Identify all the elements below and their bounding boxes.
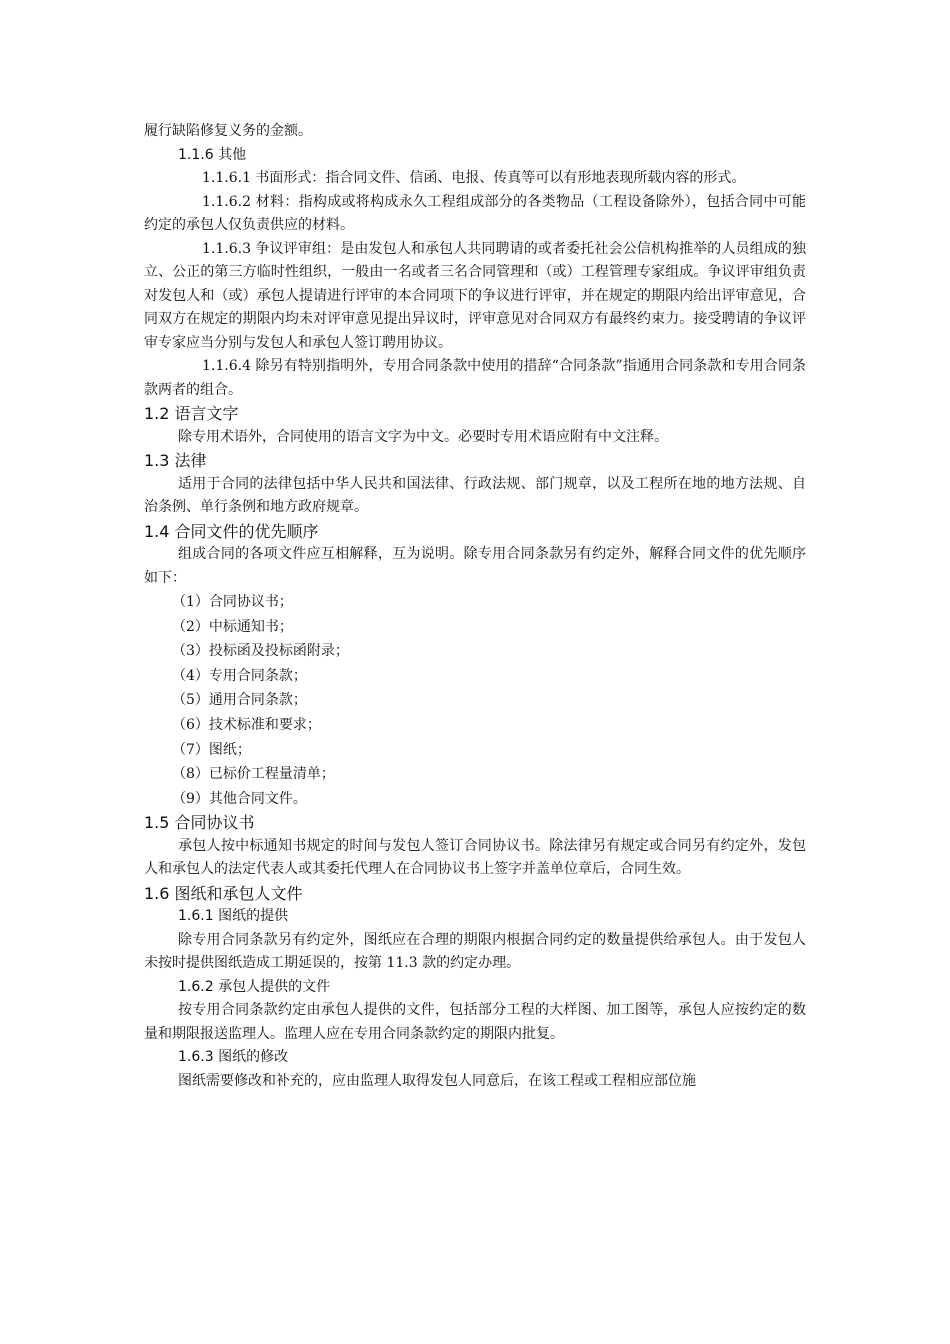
clause-1-1-6-1: 1.1.6.1 书面形式：指合同文件、信函、电报、传真等可以有形地表现所载内容的形式。 [202,170,746,186]
section-1-6-1-body: 除专用合同条款另有约定外，图纸应在合理的期限内根据合同约定的数量提供给承包人。由于发包人未按时提供图纸造成工期延误的，按第 11.3 款的约定办理。 [144,931,806,972]
heading-1-2: 1.2 语言文字 [144,404,239,423]
continued-paragraph: 履行缺陷修复义务的金额。 [144,123,312,139]
list-item: （7）图纸； [172,741,251,758]
section-1-3-body: 适用于合同的法律包括中华人民共和国法律、行政法规、部门规章，以及工程所在地的地方法规、自治条例、单行条例和地方政府规章。 [144,475,806,515]
list-item: （6）技术标准和要求； [172,716,321,733]
list-item: （1）合同协议书； [172,594,293,610]
clause-1-1-6-3: 1.1.6.3 争议评审组：是由发包人和承包人共同聘请的或者委托社会公信机构推举的人员组成的独立、公正的第三方临时性组织，一般由一名或者三名合同管理和（或）工程管理专家组成。争议评审组负责对发包人和（或）承包人提请进行评审的本合同项下的争议进行评审，并在规定的期限内给出评审意见，合同双方在规定的期限内均未对评审意见提出异议时，评审意见对合同双方有最终约束力。接受聘请的争议评审专家应当分别与发包人和承包人签订聘用协议。 [144,240,806,351]
list-item: （5）通用合同条款； [172,692,307,709]
heading-1-4: 1.4 合同文件的优先顺序 [144,521,319,541]
list-item: （9）其他合同文件。 [172,790,307,807]
list-item: （2）中标通知书； [172,618,293,635]
priority-list [144,590,806,811]
heading-1-3: 1.3 法律 [144,451,207,470]
heading-1-6-3: 1.6.3 图纸的修改 [178,1049,289,1066]
document-page [144,120,806,1093]
section-1-2-body: 除专用术语外，合同使用的语言文字为中文。必要时专用术语应附有中文注释。 [178,428,668,445]
clause-1-1-6-2: 1.1.6.2 材料：指构成或将构成永久工程组成部分的各类物品（工程设备除外），包括合同中可能约定的承包人仅负责供应的材料。 [144,193,806,233]
heading-1-6-1: 1.6.1 图纸的提供 [178,908,289,925]
heading-1-1-6: 1.1.6 其他 [178,146,247,163]
section-1-6-3-body: 图纸需要修改和补充的，应由监理人取得发包人同意后，在该工程或工程相应部位施 [178,1072,696,1089]
heading-1-6-2: 1.6.2 承包人提供的文件 [178,978,331,995]
section-1-5-body: 承包人按中标通知书规定的时间与发包人签订合同协议书。除法律另有规定或合同另有约定外，发包人和承包人的法定代表人或其委托代理人在合同协议书上签字并盖单位章后，合同生效。 [144,837,806,878]
section-1-6-2-body: 按专用合同条款约定由承包人提供的文件，包括部分工程的大样图、加工图等，承包人应按约定的数量和期限报送监理人。监理人应在专用合同条款约定的期限内批复。 [144,1002,806,1042]
heading-1-5: 1.5 合同协议书 [144,813,255,833]
clause-1-1-6-4: 1.1.6.4 除另有特别指明外，专用合同条款中使用的措辞“合同条款”指通用合同条款和专用合同条款两者的组合。 [144,358,806,398]
list-item: （4）专用合同条款； [172,667,307,684]
list-item: （8）已标价工程量清单； [172,766,335,783]
list-item: （3）投标函及投标函附录； [172,643,349,660]
section-1-4-body: 组成合同的各项文件应互相解释，互为说明。除专用合同条款另有约定外，解释合同文件的优先顺序如下： [144,546,806,586]
heading-1-6: 1.6 图纸和承包人文件 [144,883,303,903]
